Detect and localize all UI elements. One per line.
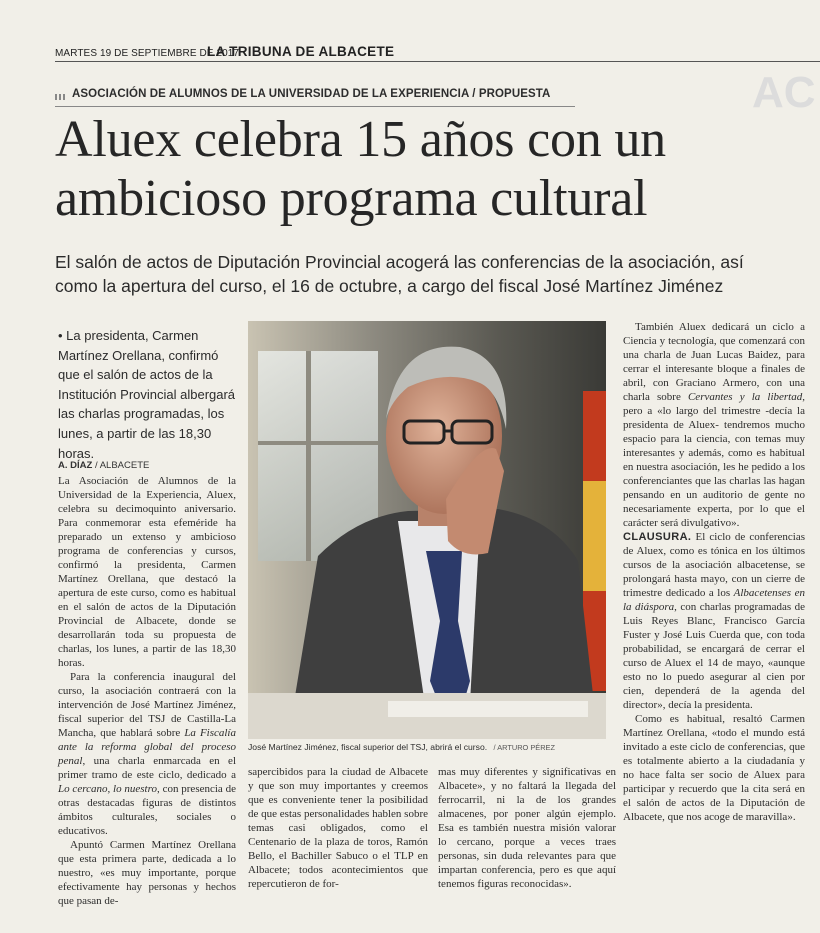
photo-credit: / ARTURO PÉREZ [493,743,555,752]
talk-title: La Fiscalía ante la reforma global del proceso penal [58,727,236,767]
section-heading: CLAUSURA. [623,531,692,543]
article-column-4 [623,320,805,824]
kicker-dots-icon [55,94,67,100]
subheadline [55,250,815,298]
headline [55,110,815,228]
kicker-rule [55,106,575,107]
page-header [55,43,820,65]
byline [58,460,236,471]
talk-title: Cervantes y la libertad [687,391,803,403]
paragraph: La Asociación de Alumnos de la Universidad de la Experiencia, Aluex, celebra su decimoquinto aniversario. Para conmemorar esta efeméride ha preparado un extenso y ambicioso programa de conferencias y cursos, confirmó la presidenta, Carmen Martínez Orellana, que destacó la apertura de este curso, como es habitual en el salón de actos de la Diputación Provincial de Albacete, donde se desarrollarán toda su propuesta de charlas, los lunes, a partir de las 18,30 horas. [58,475,236,669]
speaker-portrait-image [248,321,606,739]
byline-place: ALBACETE [99,460,150,471]
newspaper-name: LA TRIBUNA DE ALBACETE [207,44,395,59]
byline-author: A. DÍAZ [58,460,93,471]
byline-separator: / [94,460,100,471]
pull-quote [58,326,236,463]
article-column-1 [58,474,236,908]
paragraph: Como es habitual, resaltó Carmen Martínez Orellana, «todo el mundo está invitado a este ciclo de conferencias, que es totalmente abierto a la ciudadanía y no hace falta ser socio de Aluex para participar y recuerdo que la cita será en el salón de actos de la Diputación de Albacete, que nos acoge de maravilla». [623,713,805,823]
article-photo [248,321,606,739]
subheadline-line-1: El salón de actos de Diputación Provincial acogerá las conferencias de la asociación, así [55,252,744,272]
article-column-2 [248,765,428,891]
paragraph: Apuntó Carmen Martínez Orellana que esta primera parte, dedicada a lo nuestro, «es muy importante, porque efectivamente hay personas y hechos que pasan de- [58,839,236,907]
issue-date: MARTES 19 DE SEPTIEMBRE DE 2017 [55,48,240,59]
paragraph: CLAUSURA. El ciclo de conferencias de Aluex, como es tónica en los últimos cursos de la asociación albacetense, se prolongará hasta mayo, con un cierre de trimestre dedicado a los Albacetenses en la diáspora, con charlas programadas de Luis Reyes Blanc, Francisco García Fuster y José Luis Cuerda que, con toda probabilidad, se encargará de cerrar el curso de Aluex el 14 de mayo, «aunque esto no lo puedo asegurar al cien por cien, dependerá de la agenda del director», decía la presidenta. [623,531,805,711]
subheadline-line-2: como la apertura del curso, el 16 de octubre, a cargo del fiscal José Martínez Jiménez [55,276,724,296]
photo-caption [248,742,618,752]
section-kicker [55,85,575,107]
paragraph: sapercibidos para la ciudad de Albacete y que son muy importantes y creemos que es conveniente tener la posibilidad de que estas personalidades hablen sobre temas casi obligados, como el Centenario de la plaza de toros, Ramón Bello, el Bachiller Sabuco o el TLP en Albacete; todos acontecimientos que repercutieron de for- [248,766,428,890]
pull-quote-text: • La presidenta, Carmen Martínez Orellana, confirmó que el salón de actos de la Institución Provincial albergará las charlas programadas, los lunes, a partir de las 18,30 horas. [58,328,236,461]
paragraph: mas muy diferentes y significativas en Albacete», y no faltará la llegada del ferrocarril, ni la de los grandes almacenes, por poner algún ejemplo. Esa es también nuestra misión valorar lo cercano, porque a veces traes personas, sin duda relevantes para que impartan conferencia, pero es que aquí tenemos figuras reconocidas». [438,766,616,890]
cycle-title: Lo cercano, lo nuestro [58,783,157,795]
kicker-text: ASOCIACIÓN DE ALUMNOS DE LA UNIVERSIDAD DE LA EXPERIENCIA / PROPUESTA [72,88,551,100]
caption-text: José Martínez Jiménez, fiscal superior del TSJ, abrirá el curso. [248,742,488,752]
headline-line-2: ambicioso programa cultural [55,170,648,227]
header-rule [55,61,820,62]
article-column-3 [438,765,616,891]
cycle-title: Albacetenses en la diáspora [623,587,805,613]
paragraph: También Aluex dedicará un ciclo a Ciencia y tecnología, que comenzará con una charla de Juan Lucas Baidez, para cerrar el interesante bloque a finales de abril, con Graciano Armero, con una charla sobre Cervantes y la libertad, pero a «lo largo del trimestre -decía la presidenta de Aluex- tendremos mucho espacio para la ciencia, con temas muy interesantes y además, como es habitual en nuestra asociación, les he pedido a los conferenciantes que las charlas las hagan pensando en un auditorio de gente no necesariamente experta, por lo que el carácter será divulgativo». [623,321,805,529]
paragraph: Para la conferencia inaugural del curso, la asociación contraerá con la intervención de José Martínez Jiménez, fiscal superior del TSJ de Castilla-La Mancha, que hablará sobre La Fiscalía ante la reforma global del proceso penal, una charla enmarcada en el primer tramo de este ciclo, dedicado a Lo cercano, lo nuestro, con presencia de otras destacadas figuras de distintos ámbitos culturales, sociales o educativos. [58,671,236,837]
bleed-through-text: AC [752,68,816,117]
headline-line-1: Aluex celebra 15 años con un [55,111,666,168]
